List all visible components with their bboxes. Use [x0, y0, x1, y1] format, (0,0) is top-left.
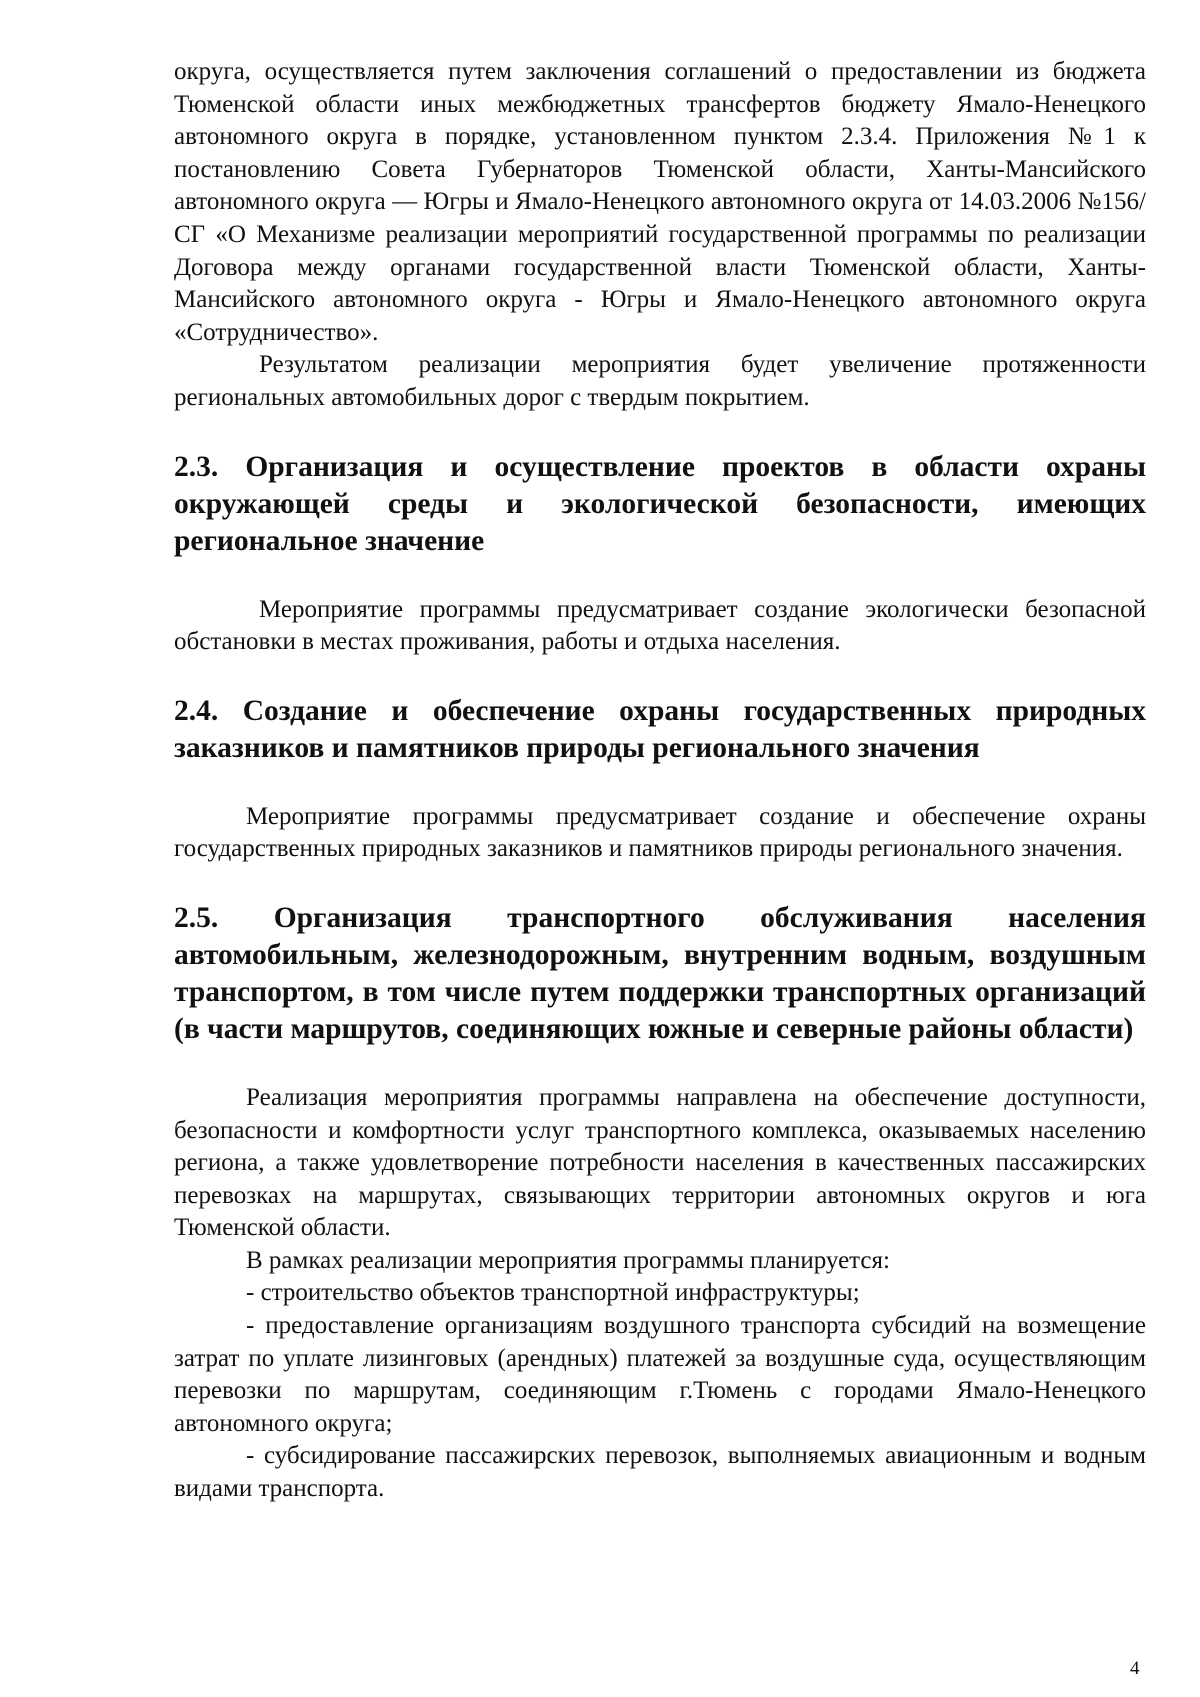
list-item-air-subsidies: - предоставление организациям воздушного транспорта субсидий на возмещение затрат по уплате лизинговых (арендных) платежей за воздушные суда, осуществляющим перевозки по маршрутам, соединяющим г.Тюмень с городами Ямало-Ненецкого автономного округа; — [174, 1312, 1146, 1437]
section-heading-2-3: 2.3. Организация и осуществление проектов в области охраны окружающей среды и экологической безопасности, имеющих региональное значение — [174, 450, 1146, 557]
list-item-infrastructure: - строительство объектов транспортной инфраструктуры; — [246, 1279, 860, 1307]
section-heading-2-4: 2.4. Создание и обеспечение охраны государственных природных заказников и памятников природы регионального значения — [174, 694, 1146, 764]
paragraph-plan-intro: В рамках реализации мероприятия программы планируется: — [246, 1246, 890, 1274]
document-page — [174, 56, 1146, 1506]
paragraph-result: Результатом реализации мероприятия будет увеличение протяженности региональных автомобильных дорог с твердым покрытием. — [174, 351, 1146, 411]
paragraph-reserves: Мероприятие программы предусматривает создание и обеспечение охраны государственных природных заказников и памятников природы регионального значения. — [174, 802, 1146, 863]
list-item-passenger-subsidies: - субсидирование пассажирских перевозок, выполняемых авиационным и водным видами транспорта. — [174, 1442, 1146, 1503]
section-heading-2-5: 2.5. Организация транспортного обслуживания населения автомобильным, железнодорожным, внутренним водным, воздушным транспортом, в том числе путем поддержки транспортных организаций (в части маршрутов, соединяющих южные и северные районы области) — [174, 901, 1146, 1045]
page-number: 4 — [1130, 1658, 1140, 1679]
paragraph-transport: Реализация мероприятия программы направлена на обеспечение доступности, безопасности и комфортности услуг транспортного комплекса, оказываемых населению региона, а также удовлетворение потребности населения в качественных пассажирских перевозках на маршрутах, связывающих территории автономных округов и юга Тюменской области. — [174, 1083, 1146, 1242]
paragraph-agreement-mechanism: округа, осуществляется путем заключения соглашений о предоставлении из бюджета Тюменской области иных межбюджетных трансфертов бюджету Ямало-Ненецкого автономного округа в порядке, установленном пунктом 2.3.4. Приложения №1 к постановлению Совета Губернаторов Тюменской области, Ханты-Мансийского автономного округа — Югры и Ямало-Ненецкого автономного округа от 14.03.2006 №156/СГ «О Механизме реализации мероприятий государственной программы по реализации Договора между органами государственной власти Тюменской области, Ханты-Мансийского автономного округа - Югры и Ямало-Ненецкого автономного округа «Сотрудничество». — [174, 58, 1146, 346]
paragraph-ecology: Мероприятие программы предусматривает создание экологически безопасной обстановки в местах проживания, работы и отдыха населения. — [174, 595, 1146, 656]
